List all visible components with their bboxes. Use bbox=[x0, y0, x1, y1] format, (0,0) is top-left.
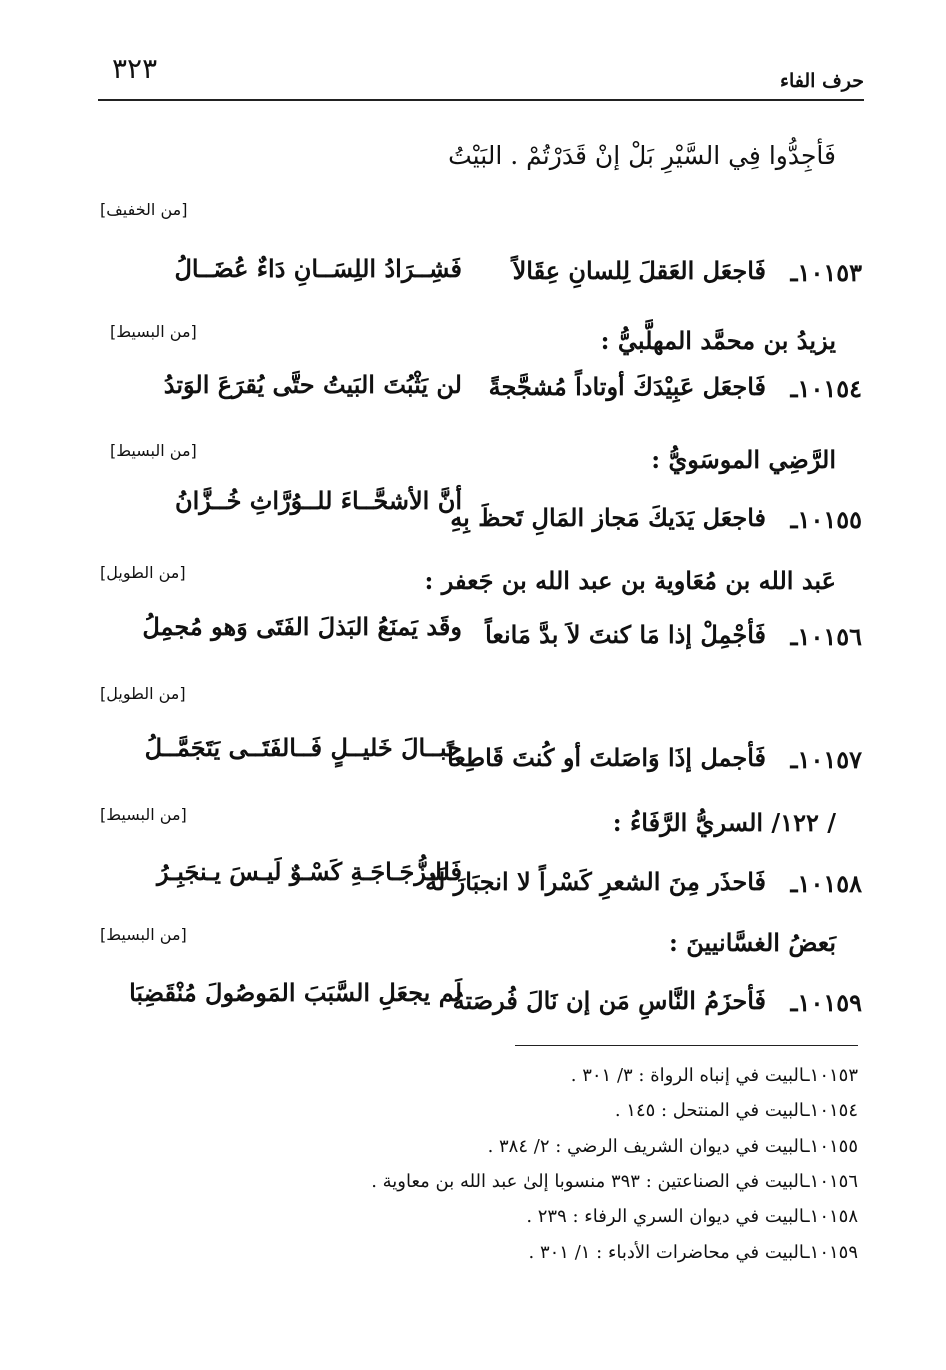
meter-label: [من البسيط] bbox=[100, 925, 187, 944]
footnote-text: البيت في ديوان السري الرفاء : ٢٣٩ . bbox=[526, 1206, 805, 1227]
poet-name: بَعضُ الغسَّانيينَ : bbox=[669, 928, 836, 957]
poet-name: يزيدُ بن محمَّد المهلَّبيُّ : bbox=[600, 326, 836, 355]
first-hemistich: فَأحزَمُ النَّاسِ مَن إن نَالَ فُرصَتهُ bbox=[452, 986, 766, 1015]
first-hemistich: فَاحذَر مِنَ الشعرِ كَسْراً لا انجبَارَ لَهُ bbox=[425, 867, 766, 896]
footnote-text: البيت في المنتحل : ١٤٥ . bbox=[614, 1100, 805, 1121]
meter-label: [من البسيط] bbox=[110, 441, 197, 460]
footnote-number: ١٠١٥٥ـ bbox=[804, 1136, 858, 1157]
footnote-text: البيت في إنباه الرواة : ٣/ ٣٠١ . bbox=[570, 1065, 805, 1086]
verse-number: ١٠١٥٤ـ bbox=[790, 374, 862, 403]
meter-label: [من البسيط] bbox=[110, 322, 197, 341]
second-hemistich: لن يَثْبُتَ البَيتُ حتَّى يُقرَعَ الوَتدُ bbox=[163, 370, 462, 399]
header-rule bbox=[98, 99, 864, 101]
poet-name: عَبد الله بن مُعَاوية بن عبد الله بن جَعفر : bbox=[424, 566, 836, 595]
footnote-text: البيت في محاضرات الأدباء : ١/ ٣٠١ . bbox=[528, 1242, 805, 1263]
footnote-text: البيت في ديوان الشريف الرضي : ٢/ ٣٨٤ . bbox=[487, 1136, 805, 1157]
intro-verse-line: فَأجِدُّوا فِي السَّيْرِ بَلْ إنْ قَدَرْتُمْ . البَيْتُ bbox=[448, 141, 836, 170]
verse-number: ١٠١٥٨ـ bbox=[790, 869, 862, 898]
second-hemistich: أنَّ الأشحَّــاءَ للــوُرَّاثِ خُــزَّانُ bbox=[175, 486, 462, 515]
first-hemistich: فَأجمل إذَا وَاصَلتَ أو كُنتَ قَاطِعاً bbox=[447, 743, 766, 772]
meter-label: [من الطويل] bbox=[100, 563, 186, 582]
footnote bbox=[571, 1065, 858, 1086]
footnote bbox=[615, 1100, 858, 1121]
page-number: ٣٢٣ bbox=[112, 52, 158, 85]
verse-number: ١٠١٥٩ـ bbox=[790, 988, 862, 1017]
footnote-number: ١٠١٥٣ـ bbox=[804, 1065, 858, 1086]
footnote-number: ١٠١٥٦ـ bbox=[804, 1171, 858, 1192]
first-hemistich: فَاجعَل العَقلَ لِلسانِ عِقَالاً bbox=[512, 256, 766, 285]
verse-number: ١٠١٥٥ـ bbox=[790, 505, 862, 534]
second-hemistich: فَللـزُّجَـاجَـةِ كَسْـوٌ لَيـسَ يـنجَبِـرُ bbox=[156, 857, 462, 886]
meter-label: [من الطويل] bbox=[100, 684, 186, 703]
footnote-number: ١٠١٥٩ـ bbox=[804, 1242, 858, 1263]
verse-number: ١٠١٥٧ـ bbox=[790, 745, 862, 774]
footnote bbox=[529, 1242, 859, 1263]
meter-label: [من البسيط] bbox=[100, 805, 187, 824]
second-hemistich: حِبــالَ خَليــلٍ فَــالفَتَــى يَتَجَمَّــلُ bbox=[144, 733, 462, 762]
running-head: حرف الفاء bbox=[780, 70, 864, 92]
verse-number: ١٠١٥٣ـ bbox=[790, 258, 862, 287]
footnote bbox=[526, 1206, 858, 1227]
footnote-text: البيت في الصناعتين : ٣٩٣ منسوبا إلىٰ عبد الله بن معاوية . bbox=[371, 1171, 805, 1192]
first-hemistich: فَاجعَل عَبِيْدَكَ أوتاداً مُشجَّجةً bbox=[488, 372, 766, 401]
footnote-number: ١٠١٥٤ـ bbox=[804, 1100, 858, 1121]
first-hemistich: فاجعَل يَدَيكَ مَجاز المَالِ تَحظَ بِهِ bbox=[450, 503, 766, 532]
second-hemistich: فَشِــرَادُ اللِسَــانِ دَاءٌ عُضَــالُ bbox=[174, 254, 462, 283]
meter-label: [من الخفيف] bbox=[100, 200, 188, 219]
footnote-number: ١٠١٥٨ـ bbox=[804, 1206, 858, 1227]
footnote bbox=[488, 1136, 858, 1157]
poet-name: / ١٢٢/ السريُّ الرَّفَاءُ : bbox=[612, 808, 836, 837]
second-hemistich: وقَد يَمنَعُ البَذلَ الفَتَى وَهو مُجمِلُ bbox=[142, 612, 462, 641]
verse-number: ١٠١٥٦ـ bbox=[790, 622, 862, 651]
footnote-rule bbox=[515, 1045, 858, 1046]
poet-name: الرَّضِي الموسَويُّ : bbox=[651, 445, 836, 474]
first-hemistich: فَأجْمِلْ إذا مَا كنتَ لاَ بدَّ مَانعاً bbox=[485, 620, 766, 649]
footnote bbox=[371, 1171, 858, 1192]
second-hemistich: لَم يجعَلِ السَّبَبَ المَوصُولَ مُنْقَضِبَا bbox=[129, 978, 462, 1007]
